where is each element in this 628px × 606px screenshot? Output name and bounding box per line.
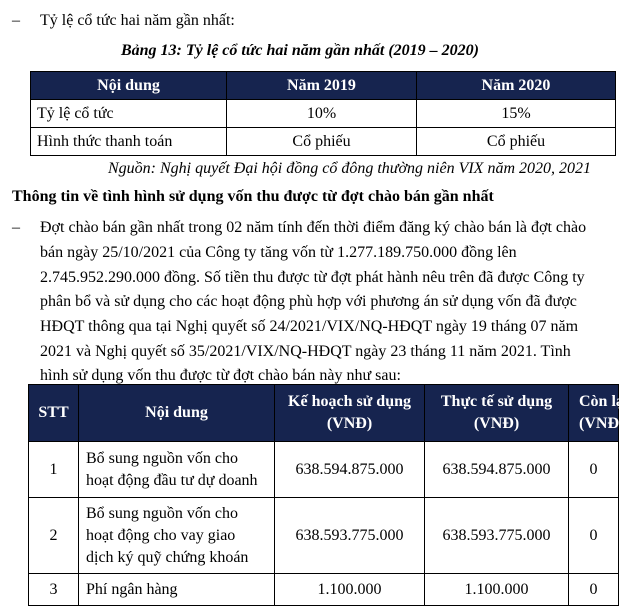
table-row: [31, 100, 616, 128]
intro-text: Tỷ lệ cổ tức hai năm gần nhất:: [40, 12, 235, 29]
header-plan-line2: (VNĐ): [326, 415, 373, 432]
dividend-table: [30, 71, 616, 156]
header-remaining: [569, 385, 628, 442]
header-cell: Nội dung: [31, 72, 227, 100]
content-cell: [79, 498, 275, 574]
header-content: Nội dung: [79, 385, 275, 442]
content-line: dịch ký quỹ chứng khoán: [86, 548, 249, 566]
table-row: [29, 442, 619, 498]
paragraph-line: 2.745.952.290.000 đồng. Số tiền thu được từ đợt phát hành nêu trên đã được Công ty: [40, 269, 585, 286]
header-remaining-line1: Còn lại: [579, 393, 628, 410]
remaining-cell: 0: [569, 574, 619, 606]
content-line: hoạt động đầu tư dự doanh: [86, 471, 258, 489]
paragraph-line: HĐQT thông qua tại Nghị quyết số 24/2021/VIX/NQ-HĐQT ngày 19 tháng 07 năm: [40, 318, 579, 335]
content-cell: [79, 574, 275, 606]
header-cell: Năm 2019: [227, 72, 417, 100]
paragraph-line: phân bổ và sử dụng cho các hoạt động phù hợp với phương án sử dụng vốn đã được: [40, 293, 577, 310]
header-actual: [425, 385, 569, 442]
paragraph-line: hình sử dụng vốn thu được từ đợt chào bán này như sau:: [40, 367, 401, 384]
remaining-cell: 0: [569, 498, 619, 574]
paragraph-dash: –: [12, 219, 20, 236]
content-line: hoạt động cho vay giao: [86, 526, 236, 544]
table-header-row: [31, 72, 616, 100]
table-row: [29, 574, 619, 606]
header-plan-line1: Kế hoạch sử dụng: [288, 393, 411, 410]
stt-cell: 1: [29, 442, 79, 498]
content-line: Phí ngân hàng: [86, 580, 178, 598]
content-line: Bổ sung nguồn vốn cho: [86, 504, 238, 522]
header-actual-line2: (VNĐ): [473, 415, 520, 432]
plan-cell: 638.594.875.000: [275, 442, 425, 498]
content-cell: [79, 442, 275, 498]
plan-cell: 1.100.000: [275, 574, 425, 606]
table-cell: Tỷ lệ cổ tức: [31, 100, 227, 128]
table13-source: Nguồn: Nghị quyết Đại hội đồng cổ đông thường niên VIX năm 2020, 2021: [108, 160, 591, 177]
stt-cell: 3: [29, 574, 79, 606]
table-header-row: [29, 385, 619, 442]
remaining-cell: 0: [569, 442, 619, 498]
table-row: [31, 128, 616, 156]
actual-cell: 1.100.000: [425, 574, 569, 606]
actual-cell: 638.593.775.000: [425, 498, 569, 574]
paragraph-line: 2021 và Nghị quyết số 35/2021/VIX/NQ-HĐQT ngày 23 tháng 11 năm 2021. Tình: [40, 343, 571, 360]
header-plan: [275, 385, 425, 442]
header-cell: Năm 2020: [417, 72, 616, 100]
table-cell: Hình thức thanh toán: [31, 128, 227, 156]
table13-caption: Bảng 13: Tỷ lệ cổ tức hai năm gần nhất (2019 – 2020): [120, 42, 480, 59]
plan-cell: 638.593.775.000: [275, 498, 425, 574]
header-actual-line1: Thực tế sử dụng: [440, 393, 553, 410]
intro-dash: –: [12, 12, 20, 29]
content-line: Bổ sung nguồn vốn cho: [86, 449, 238, 467]
stt-cell: 2: [29, 498, 79, 574]
actual-cell: 638.594.875.000: [425, 442, 569, 498]
table-cell: Cổ phiếu: [417, 128, 616, 156]
header-remaining-line2: (VNĐ): [579, 415, 625, 432]
header-stt: STT: [29, 385, 79, 442]
table-cell: Cổ phiếu: [227, 128, 417, 156]
table-cell: 15%: [417, 100, 616, 128]
paragraph-line: bán ngày 25/10/2021 của Công ty tăng vốn từ 1.277.189.750.000 đồng lên: [40, 244, 517, 261]
table-row: [29, 498, 619, 574]
table-cell: 10%: [227, 100, 417, 128]
paragraph-line: Đợt chào bán gần nhất trong 02 năm tính đến thời điểm đăng ký chào bán là đợt chào: [40, 219, 587, 236]
section-title: Thông tin về tình hình sử dụng vốn thu được từ đợt chào bán gần nhất: [12, 188, 494, 205]
capital-usage-table: [28, 384, 628, 606]
